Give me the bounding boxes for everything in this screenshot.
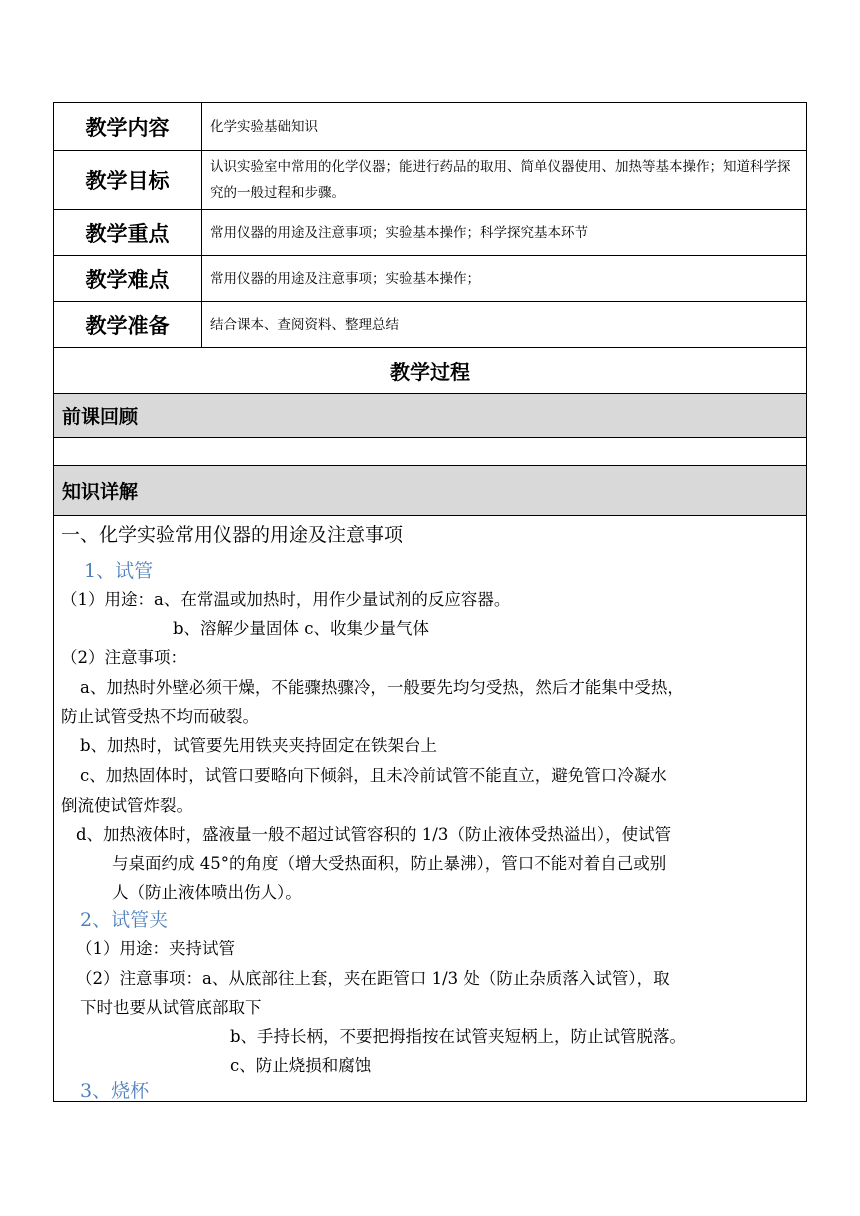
item-heading: 2、试管夹	[80, 909, 169, 931]
row-label: 教学重点	[54, 210, 202, 255]
text-line: （2）注意事项：a、从底部往上套，夹在距管口 1/3 处（防止杂质落入试管），取	[76, 969, 670, 988]
text-line: 防止试管受热不均而破裂。	[61, 707, 259, 726]
row-label: 教学目标	[54, 151, 202, 209]
process-title: 教学过程	[390, 360, 470, 384]
row-process-title	[54, 348, 806, 394]
row-detail	[54, 466, 806, 516]
row-value: 常用仪器的用途及注意事项；实验基本操作；科学探究基本环节	[210, 224, 588, 241]
detail-content	[54, 516, 806, 1101]
detail-title: 知识详解	[54, 466, 806, 515]
row-key-points	[54, 210, 806, 256]
item-heading: 1、试管	[84, 560, 154, 582]
row-label: 教学内容	[54, 103, 202, 150]
text-line: （2）注意事项：	[61, 648, 187, 667]
item-heading: 3、烧杯	[80, 1080, 150, 1102]
text-line: 人（防止液体喷出伤人）。	[112, 883, 302, 902]
row-value: 认识实验室中常用的化学仪器；能进行药品的取用、简单仪器使用、加热等基本操作；知道科学探究的一般过程和步骤。	[210, 159, 791, 201]
text-line: b、加热时，试管要先用铁夹夹持固定在铁架台上	[80, 736, 438, 755]
row-review	[54, 394, 806, 438]
text-line: d、加热液体时，盛液量一般不超过试管容积的 1/3（防止液体受热溢出），使试管	[76, 825, 672, 844]
row-label: 教学准备	[54, 302, 202, 347]
row-value: 常用仪器的用途及注意事项；实验基本操作；	[210, 270, 480, 287]
row-preparation	[54, 302, 806, 348]
text-line: 下时也要从试管底部取下	[80, 998, 262, 1017]
review-blank	[54, 438, 806, 465]
text-line: 与桌面约成 45°的角度（增大受热面积，防止暴沸），管口不能对着自己或别	[112, 854, 667, 873]
text-line: c、加热固体时，试管口要略向下倾斜，且未冷前试管不能直立，避免管口冷凝水	[80, 766, 667, 785]
text-line: b、溶解少量固体 c、收集少量气体	[173, 619, 430, 638]
row-difficulties	[54, 256, 806, 302]
row-value: 化学实验基础知识	[210, 118, 318, 135]
text-line: b、手持长柄，不要把拇指按在试管夹短柄上，防止试管脱落。	[230, 1027, 687, 1046]
row-objectives	[54, 151, 806, 210]
row-detail-content	[54, 516, 806, 1101]
text-line: （1）用途：夹持试管	[76, 939, 235, 958]
text-line: a、加热时外壁必须干燥，不能骤热骤冷，一般要先均匀受热，然后才能集中受热，	[80, 678, 684, 697]
text-line: （1）用途：a、在常温或加热时，用作少量试剂的反应容器。	[61, 590, 511, 609]
section-heading: 一、化学实验常用仪器的用途及注意事项	[61, 524, 404, 546]
row-label: 教学难点	[54, 256, 202, 301]
row-value: 结合课本、查阅资料、整理总结	[210, 316, 399, 333]
review-title: 前课回顾	[54, 394, 806, 437]
row-content	[54, 103, 806, 151]
row-review-blank	[54, 438, 806, 466]
lesson-plan-table	[53, 102, 807, 1102]
text-line: c、防止烧损和腐蚀	[230, 1056, 372, 1075]
text-line: 倒流使试管炸裂。	[61, 796, 193, 815]
